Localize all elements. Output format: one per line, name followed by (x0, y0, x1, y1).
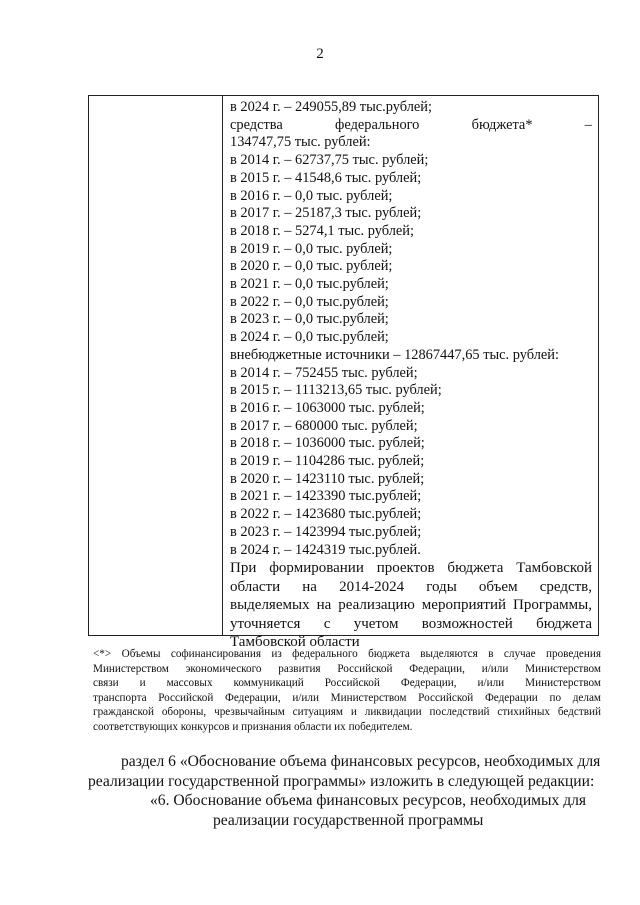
page-number: 2 (316, 46, 324, 62)
footnote-line: транспорта Российской Федерации, и/или Министерством Российской Федерации по делам (93, 691, 601, 704)
section-heading-line: реализации государственной программы (213, 811, 484, 829)
footnote-line: соответствующих конкурсов и признания области их победителем. (93, 720, 413, 733)
footnote-line: <*> Объемы софинансирования из федерального бюджета выделяются в случае проведения (93, 648, 601, 660)
table-line: в 2024 г. – 0,0 тыс.рублей; (230, 329, 389, 346)
table-line: в 2019 г. – 0,0 тыс. рублей; (230, 240, 393, 257)
paragraph-line: выделяемых на реализацию мероприятий Программы, (230, 597, 592, 614)
table-line: в 2018 г. – 1036000 тыс. рублей; (230, 435, 425, 452)
table-line: в 2020 г. – 1423110 тыс. рублей; (230, 470, 425, 487)
footnote-line: Министерством экономического развития Российской Федерации, и/или Министерством (93, 662, 601, 675)
paragraph-line: уточняется с учетом возможностей бюджета (230, 615, 592, 632)
table-line: средства федерального бюджета* – (230, 116, 592, 133)
table-line: в 2021 г. – 1423390 тыс.рублей; (230, 488, 422, 505)
paragraph-line: Тамбовской области (230, 634, 360, 651)
paragraph-line: При формировании проектов бюджета Тамбовской (230, 560, 592, 577)
table-line: в 2014 г. – 752455 тыс. рублей; (230, 364, 418, 381)
table-line: в 2022 г. – 1423680 тыс.рублей; (230, 506, 422, 523)
table-line: в 2018 г. – 5274,1 тыс. рублей; (230, 222, 414, 239)
footnote (93, 647, 601, 735)
paragraph-line: области на 2014-2024 годы объем средств, (230, 578, 592, 595)
table-line: в 2014 г. – 62737,75 тыс. рублей; (230, 152, 429, 169)
table-column-divider (222, 96, 223, 635)
table-line: в 2022 г. – 0,0 тыс.рублей; (230, 293, 389, 310)
section-heading-line: «6. Обоснование объема финансовых ресурсов, необходимых для (150, 792, 587, 809)
table-line: в 2021 г. – 0,0 тыс.рублей; (230, 276, 389, 293)
section-intro-line: реализации государственной программы» изложить в следующей редакции: (88, 772, 595, 790)
table-line: в 2017 г. – 680000 тыс. рублей; (230, 417, 418, 434)
table-line: в 2019 г. – 1104286 тыс. рублей; (230, 453, 425, 470)
table-line: внебюджетные источники – 12867447,65 тыс. рублей: (230, 346, 559, 363)
table-line: в 2015 г. – 41548,6 тыс. рублей; (230, 169, 422, 186)
footnote-line: связи и массовых коммуникаций Российской Федерации, и/или Министерством (93, 677, 601, 690)
section-amendment-text (88, 752, 600, 830)
table-right-cell (230, 99, 592, 652)
table-line: в 2023 г. – 1423994 тыс.рублей; (230, 523, 422, 540)
table-line: в 2020 г. – 0,0 тыс. рублей; (230, 258, 393, 275)
table-line: в 2016 г. – 0,0 тыс. рублей; (230, 187, 393, 204)
table-line: в 2023 г. – 0,0 тыс.рублей; (230, 311, 389, 328)
table-line: в 2024 г. – 1424319 тыс.рублей. (230, 541, 421, 558)
table-line: в 2016 г. – 1063000 тыс. рублей; (230, 399, 425, 416)
funding-table (88, 95, 599, 651)
budget-note-paragraph (230, 559, 592, 652)
footnote-line: гражданской обороны, чрезвычайным ситуациям и ликвидации последствий стихийных бедствий (93, 706, 601, 719)
table-line: в 2015 г. – 1113213,65 тыс. рублей; (230, 382, 442, 399)
table-line: 134747,75 тыс. рублей: (230, 134, 371, 151)
table-line: в 2017 г. – 25187,3 тыс. рублей; (230, 205, 422, 222)
section-intro-line: раздел 6 «Обоснование объема финансовых ресурсов, необходимых для (121, 753, 601, 770)
table-line: в 2024 г. – 249055,89 тыс.рублей; (230, 99, 432, 115)
